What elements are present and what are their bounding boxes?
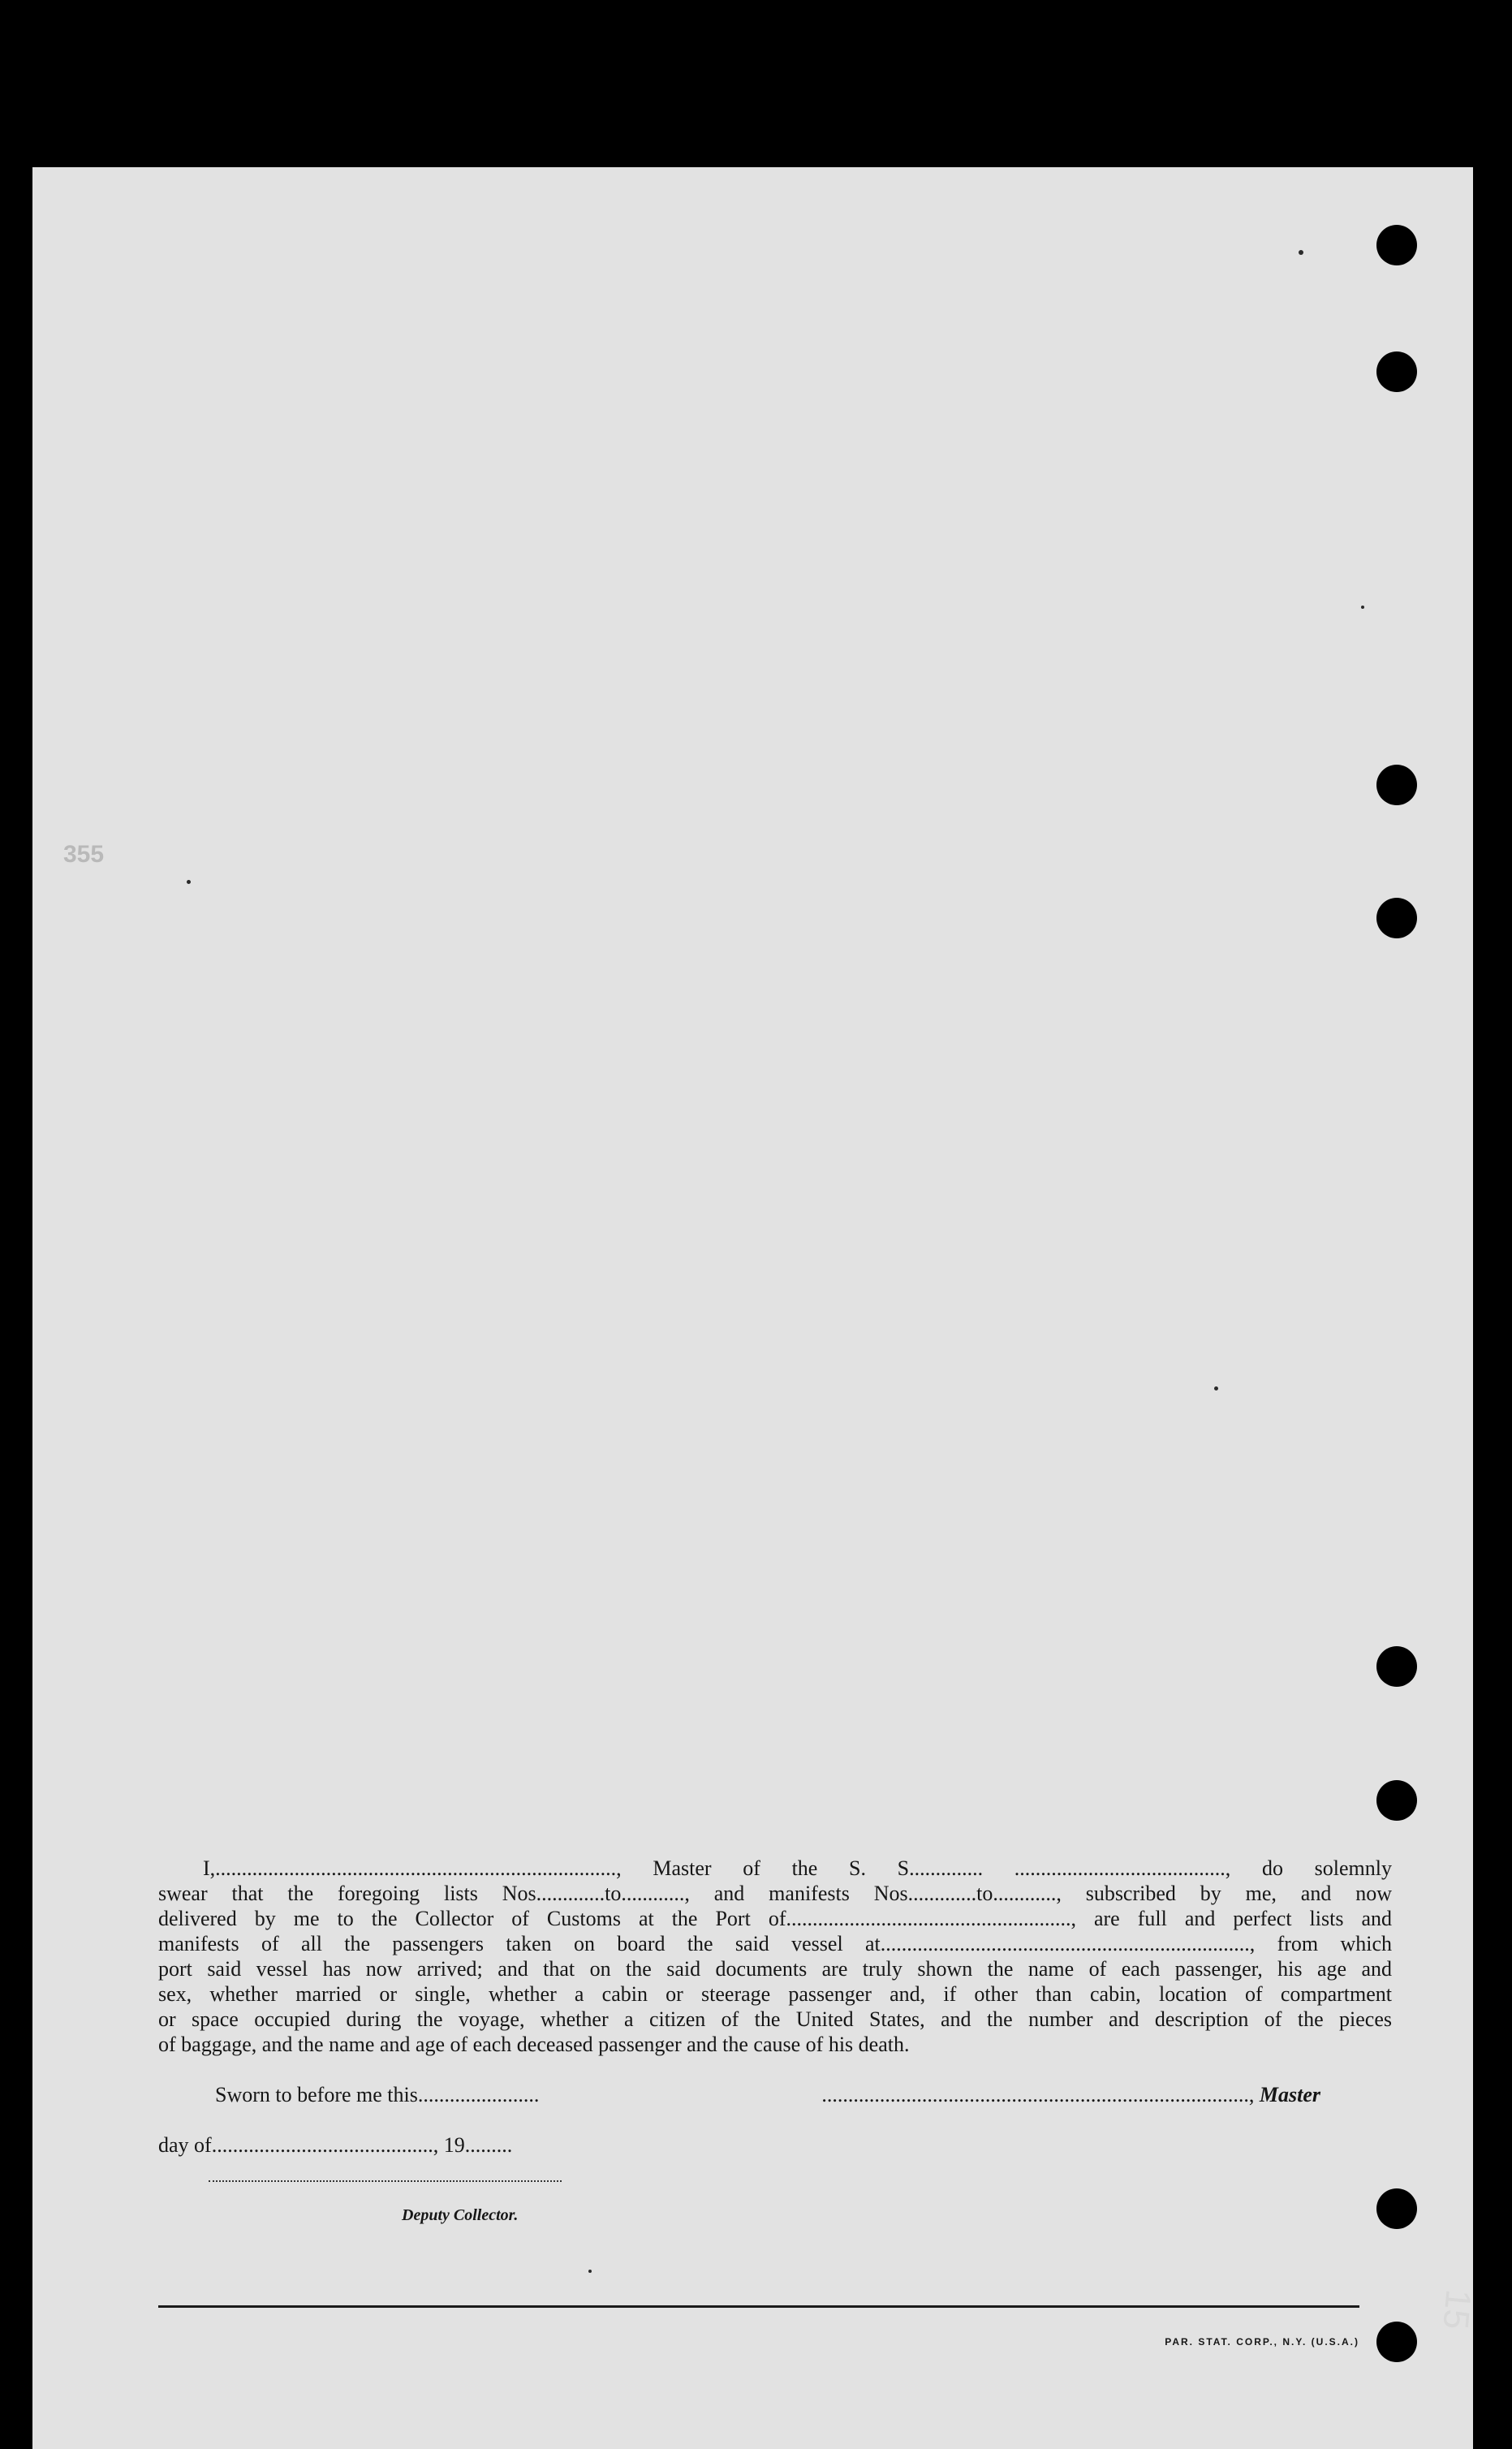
- day-of-line: day of.........................................., 19.........: [158, 2133, 513, 2157]
- sworn-line: Sworn to before me this.......................: [215, 2083, 540, 2106]
- binder-hole: [1376, 351, 1417, 392]
- speck-mark: [1361, 606, 1364, 609]
- binder-hole: [1376, 765, 1417, 805]
- oath-line: I,............................................................................, Master of the S. S.............. ........................................, do solemnly: [203, 1856, 1392, 1880]
- document-page: [32, 167, 1473, 2449]
- binder-hole: [1376, 2188, 1417, 2229]
- oath-line: swear that the foregoing lists Nos.............to............, and manifests Nos.............to............, subscribed by me, and now: [158, 1882, 1392, 1905]
- oath-line: of baggage, and the name and age of each deceased passenger and the cause of his death.: [158, 2033, 910, 2056]
- oath-line: sex, whether married or single, whether a cabin or steerage passenger and, if other than cabin, location of compartment: [158, 1982, 1392, 2006]
- binder-hole: [1376, 2322, 1417, 2362]
- speck-mark: [1299, 250, 1303, 255]
- printer-imprint: PAR. STAT. CORP., N.Y. (U.S.A.): [1165, 2336, 1359, 2348]
- binder-hole: [1376, 1780, 1417, 1821]
- faded-stamp: 355: [63, 841, 105, 868]
- speck-mark: [588, 2270, 592, 2273]
- speck-mark: [187, 880, 191, 884]
- oath-line: manifests of all the passengers taken on board the said vessel at......................................................................, from which: [158, 1932, 1392, 1955]
- speck-mark: [1214, 1386, 1218, 1390]
- oath-line: delivered by me to the Collector of Customs at the Port of......................................................, are full and perfect lists and: [158, 1907, 1392, 1930]
- master-dots: .................................................................................,: [821, 2083, 1255, 2106]
- oath-paragraph: [158, 1856, 1392, 2057]
- binder-hole: [1376, 898, 1417, 938]
- binder-hole: [1376, 1646, 1417, 1687]
- divider-rule: [158, 2305, 1359, 2308]
- oath-line: or space occupied during the voyage, whether a citizen of the United States, and the number and description of the pieces: [158, 2007, 1392, 2031]
- master-signature-line: [821, 2083, 1320, 2107]
- deputy-collector-label: Deputy Collector.: [402, 2206, 519, 2224]
- master-label: Master: [1259, 2083, 1320, 2106]
- binder-hole: [1376, 225, 1417, 265]
- page-number-handwritten: 15: [1435, 2287, 1479, 2331]
- oath-line: port said vessel has now arrived; and that on the said documents are truly shown the name of each passenger, his age and: [158, 1957, 1392, 1981]
- deputy-signature-line: [209, 2180, 562, 2182]
